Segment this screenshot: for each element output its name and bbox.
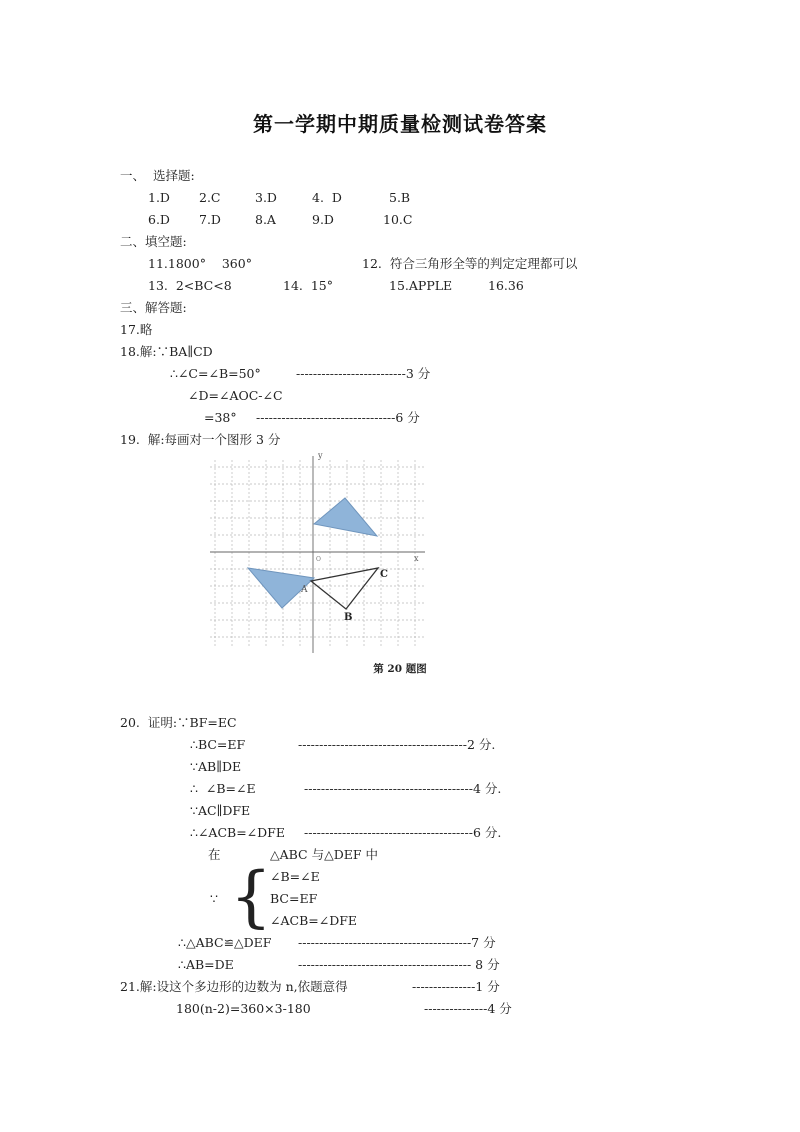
q20-score-8: ----------------------------------------- 8 分 xyxy=(298,957,500,972)
answer-6: 6.D xyxy=(148,212,170,227)
answer-9: 9.D xyxy=(312,212,334,227)
q18-score-3: --------------------------3 分 xyxy=(296,366,431,381)
q20-line-2: ∴BC=EF xyxy=(190,737,246,752)
q20-line-1: 20. 证明:∵BF=EC xyxy=(120,715,237,730)
answer-16: 16.36 xyxy=(488,278,524,293)
q20-score-2: ----------------------------------------2 分. xyxy=(298,737,496,752)
q18-line-1: 18.解:∵BA∥CD xyxy=(120,344,213,359)
q20-line-6: ∴∠ACB=∠DFE xyxy=(190,825,285,840)
page-title: 第一学期中期质量检测试卷答案 xyxy=(253,112,547,136)
answer-11: 11.1800° 360° xyxy=(148,256,252,271)
q20-line-4: ∴ ∠B=∠E xyxy=(190,781,256,796)
q20-condition-1: ∠B=∠E xyxy=(270,869,320,884)
q21-line-1: 21.解:设这个多边形的边数为 n,依题意得 xyxy=(120,979,348,994)
left-brace: { xyxy=(230,858,272,935)
triangle-upper-shaded xyxy=(314,498,377,536)
answer-17: 17.略 xyxy=(120,322,153,337)
answer-2: 2.C xyxy=(199,190,221,205)
figure-caption: 第 20 题图 xyxy=(373,663,427,675)
section-heading-fill: 二、填空题: xyxy=(120,234,187,249)
q20-in: 在 xyxy=(208,847,221,862)
answer-1: 1.D xyxy=(148,190,170,205)
answer-10: 10.C xyxy=(383,212,413,227)
q20-triangles: △ABC 与△DEF 中 xyxy=(270,847,379,862)
answer-4: 4. D xyxy=(312,190,342,205)
x-axis-label: x xyxy=(414,554,419,563)
q18-line-3: ∠D=∠AOC-∠C xyxy=(188,388,283,403)
grid-lines xyxy=(210,460,425,648)
q18-line-4: =38° xyxy=(204,410,237,425)
answer-14: 14. 15° xyxy=(283,278,333,293)
q20-score-4: ----------------------------------------4 分. xyxy=(304,781,502,796)
q20-score-7: -----------------------------------------7 分 xyxy=(298,935,496,950)
answer-3: 3.D xyxy=(255,190,277,205)
answer-13: 13. 2<BC<8 xyxy=(148,278,232,293)
point-label-a: A xyxy=(301,585,308,595)
coordinate-figure xyxy=(210,448,432,658)
q20-score-6: ----------------------------------------6 分. xyxy=(304,825,502,840)
q21-score-4: ---------------4 分 xyxy=(424,1001,512,1016)
answer-8: 8.A xyxy=(255,212,276,227)
section-heading-solve: 三、解答题: xyxy=(120,300,187,315)
y-axis-label: y xyxy=(318,451,323,460)
q20-line-3: ∵AB∥DE xyxy=(190,759,242,774)
q21-line-2: 180(n-2)=360×3-180 xyxy=(176,1001,311,1016)
q20-because: ∵ xyxy=(210,891,218,906)
answer-12: 12. 符合三角形全等的判定定理都可以 xyxy=(362,256,578,271)
q21-score-1: ---------------1 分 xyxy=(412,979,500,994)
point-label-b: B xyxy=(344,612,353,623)
q18-score-6: ---------------------------------6 分 xyxy=(256,410,420,425)
point-label-c: C xyxy=(380,569,388,580)
answer-15: 15.APPLE xyxy=(389,278,453,293)
q18-line-2: ∴∠C=∠B=50° xyxy=(170,366,261,381)
q19-line-1: 19. 解:每画对一个图形 3 分 xyxy=(120,432,281,447)
answer-7: 7.D xyxy=(199,212,221,227)
q20-line-8: ∴AB=DE xyxy=(178,957,234,972)
section-heading-choice: 一、 选择题: xyxy=(120,168,195,183)
q20-condition-2: BC=EF xyxy=(270,891,318,906)
origin-label: O xyxy=(316,556,321,563)
q20-line-5: ∵AC∥DFE xyxy=(190,803,251,818)
q20-condition-3: ∠ACB=∠DFE xyxy=(270,913,358,928)
answer-5: 5.B xyxy=(389,190,411,205)
q20-line-7: ∴△ABC≌△DEF xyxy=(178,935,272,950)
